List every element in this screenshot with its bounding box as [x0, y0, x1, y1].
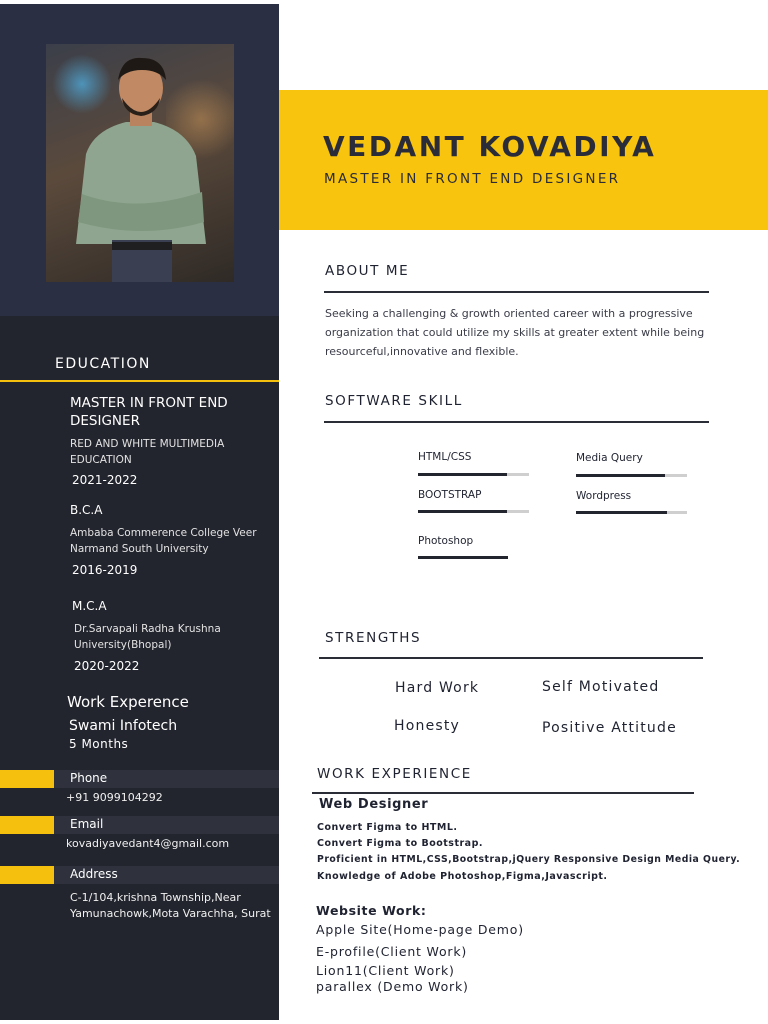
person-role: MASTER IN FRONT END DESIGNER: [324, 171, 621, 187]
work-role: Web Designer: [319, 797, 429, 812]
skill-label: Wordpress: [576, 490, 632, 502]
photo-panel: [0, 4, 279, 316]
strengths-heading: STRENGTHS: [325, 630, 422, 646]
website-item: Lion11(Client Work): [316, 963, 455, 978]
strengths-divider: [319, 657, 703, 659]
address-value: C-1/104,krishna Township,Near Yamunachowk,Mota Varachha, Surat: [70, 891, 271, 920]
website-item: E-profile(Client Work): [316, 944, 468, 959]
bca-years: 2016-2019: [72, 563, 138, 577]
work-divider: [312, 792, 694, 794]
master-institute: RED AND WHITE MULTIMEDIA EDUCATION: [70, 438, 225, 466]
sidebar-work-heading: Work Experence: [67, 693, 189, 711]
website-item: parallex (Demo Work): [316, 979, 469, 994]
phone-accent: [0, 770, 54, 788]
skill-bar: [576, 474, 687, 477]
strength-item: Hard Work: [395, 680, 480, 696]
strength-item: Honesty: [394, 718, 461, 734]
address-label: Address: [70, 867, 118, 881]
skill-bar: [418, 510, 529, 513]
website-item: Apple Site(Home-page Demo): [316, 922, 524, 937]
email-accent: [0, 816, 54, 834]
skill-bar-fill: [576, 511, 667, 514]
skill-bar: [418, 556, 508, 559]
skill-bar-fill: [418, 473, 507, 476]
skill-label: Media Query: [576, 452, 643, 464]
address-accent: [0, 866, 54, 884]
skills-divider: [324, 421, 709, 423]
email-value[interactable]: kovadiyavedant4@gmail.com: [66, 837, 230, 850]
skills-heading: SOFTWARE SKILL: [325, 393, 463, 409]
bca-degree: B.C.A: [70, 503, 103, 517]
phone-value[interactable]: +91 9099104292: [66, 791, 163, 804]
sidebar-work-company: Swami Infotech: [69, 718, 178, 734]
email-label: Email: [70, 817, 104, 831]
skill-bar-fill: [418, 556, 508, 559]
mca-years: 2020-2022: [74, 659, 140, 673]
about-text: Seeking a challenging & growth oriented career with a progressive organization that could utilize my skills at greater extent while being resourceful,innovative and flexible.: [325, 307, 705, 358]
profile-photo: [46, 44, 234, 282]
strength-item: Positive Attitude: [542, 720, 677, 736]
master-years: 2021-2022: [72, 473, 138, 487]
sidebar-work-duration: 5 Months: [69, 737, 129, 751]
website-work-heading: Website Work:: [316, 903, 427, 918]
work-duty: Proficient in HTML,CSS,Bootstrap,jQuery Responsive Design Media Query.: [317, 854, 741, 865]
about-divider: [324, 291, 709, 293]
master-degree: MASTER IN FRONT END DESIGNER: [70, 395, 228, 429]
education-heading: EDUCATION: [55, 356, 151, 372]
skill-bar-fill: [576, 474, 665, 477]
skill-bar: [418, 473, 529, 476]
education-divider: [0, 380, 279, 382]
bca-institute: Ambaba Commerence College Veer Narmand South University: [70, 527, 257, 555]
skill-label: Photoshop: [418, 535, 474, 547]
work-duty: Knowledge of Adobe Photoshop,Figma,Javascript.: [317, 871, 608, 882]
skill-label: BOOTSTRAP: [418, 489, 482, 501]
mca-degree: M.C.A: [72, 599, 107, 613]
work-duty: Convert Figma to Bootstrap.: [317, 838, 484, 849]
about-heading: ABOUT ME: [325, 263, 410, 279]
person-name: VEDANT KOVADIYA: [323, 130, 657, 163]
phone-label: Phone: [70, 771, 108, 785]
skill-bar-fill: [418, 510, 507, 513]
skill-bar: [576, 511, 687, 514]
work-heading: WORK EXPERIENCE: [317, 766, 472, 782]
strength-item: Self Motivated: [542, 679, 660, 695]
mca-institute: Dr.Sarvapali Radha Krushna University(Bhopal): [74, 623, 221, 651]
skill-label: HTML/CSS: [418, 451, 472, 463]
work-duty: Convert Figma to HTML.: [317, 822, 458, 833]
